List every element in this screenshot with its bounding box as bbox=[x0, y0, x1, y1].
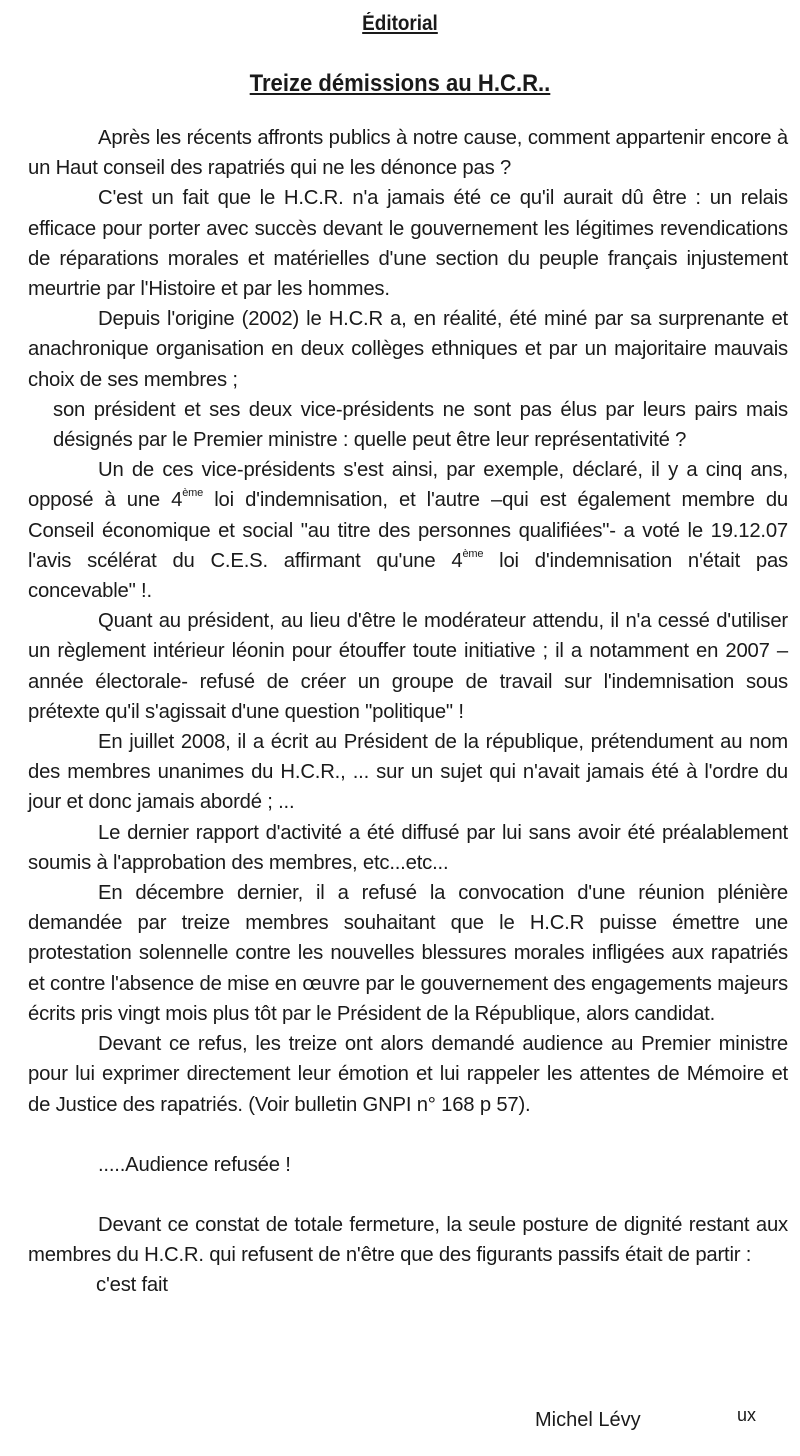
paragraph: Devant ce constat de totale fermeture, la seule posture de dignité restant aux membres du H.C.R. qui refusent de n'être que des figurants passifs était de partir : bbox=[28, 1213, 788, 1267]
article-body bbox=[28, 123, 788, 1301]
closing-line: c'est fait bbox=[96, 1274, 168, 1297]
paragraph bbox=[28, 395, 788, 455]
paragraph: C'est un fait que le H.C.R. n'a jamais été ce qu'il aurait dû être : un relais efficace pour porter avec succès devant le gouvernement les légitimes revendications de réparations morales et matérielles d'une section du peuple français injustement meurtrie par l'Histoire et par les hommes. bbox=[28, 187, 788, 301]
paragraph: En décembre dernier, il a refusé la convocation d'une réunion plénière demandée par treize membres souhaitant que le H.C.R puisse émettre une protestation solennelle contre les nouvelles blessures morales infligées aux rapatriés et contre l'absence de mise en œuvre par le gouvernement des engagements majeurs écrits pris vingt mois plus tôt par le Président de la République, alors candidat. bbox=[28, 882, 788, 1025]
section-kicker: Éditorial bbox=[362, 12, 438, 35]
superscript: ème bbox=[462, 547, 484, 560]
paragraph: Depuis l'origine (2002) le H.C.R a, en réalité, été miné par sa surprenante et anachronique organisation en deux collèges ethniques et par un majoritaire mauvais choix de ses membres ; bbox=[28, 308, 788, 391]
paragraph: Quant au président, au lieu d'être le modérateur attendu, il n'a cessé d'utiliser un règlement intérieur léonin pour étouffer toute initiative ; il a notamment en 2007 –année électorale- refusé de créer un groupe de travail sur l'indemnisation sous prétexte qu'il s'agissait d'une question "politique" ! bbox=[28, 610, 788, 723]
paragraph: En juillet 2008, il a écrit au Président de la république, prétendument au nom des membres unanimes du H.C.R., ... sur un sujet qui n'avait jamais été à l'ordre du jour et donc jamais abordé ; ... bbox=[28, 731, 788, 814]
paragraph-text: loi d'indemnisation, et l'autre –qui est également membre du Conseil économique et social "au titre des personnes qualifiées"- a voté le 19.12.07 l'avis scélérat du C.E.S. affirmant qu'une 4 bbox=[28, 489, 788, 572]
paragraph bbox=[28, 455, 788, 606]
paragraph-text: loi d'indemnisation n'était pas concevable" !. bbox=[28, 549, 788, 603]
spacer bbox=[28, 1180, 788, 1210]
author-initials: ux bbox=[737, 1405, 757, 1425]
paragraph-text: Un de ces vice-présidents s'est ainsi, par exemple, déclaré, il y a cinq ans, opposé à une 4 bbox=[28, 459, 788, 512]
paragraph-exclamation: .....Audience refusée ! bbox=[98, 1153, 291, 1176]
superscript: ème bbox=[182, 487, 204, 500]
spacer bbox=[28, 1120, 788, 1150]
article-title: Treize démissions au H.C.R.. bbox=[249, 70, 551, 97]
paragraph-text: son président et ses deux vice-présidents ne sont pas élus par leurs pairs mais désignés par le Premier ministre : quelle peut être leur représentativité ? bbox=[53, 398, 788, 452]
paragraph: Le dernier rapport d'activité a été diffusé par lui sans avoir été préalablement soumis à l'approbation des membres, etc...etc... bbox=[28, 821, 788, 874]
paragraph: Devant ce refus, les treize ont alors demandé audience au Premier ministre pour lui exprimer directement leur émotion et lui rappeler les attentes de Mémoire et de Justice des rapatriés. (Voir bulletin GNPI n° 168 p 57). bbox=[28, 1033, 788, 1116]
paragraph: Après les récents affronts publics à notre cause, comment appartenir encore à un Haut conseil des rapatriés qui ne les dénonce pas ? bbox=[28, 127, 788, 180]
author-signature: Michel Lévy bbox=[535, 1409, 641, 1431]
